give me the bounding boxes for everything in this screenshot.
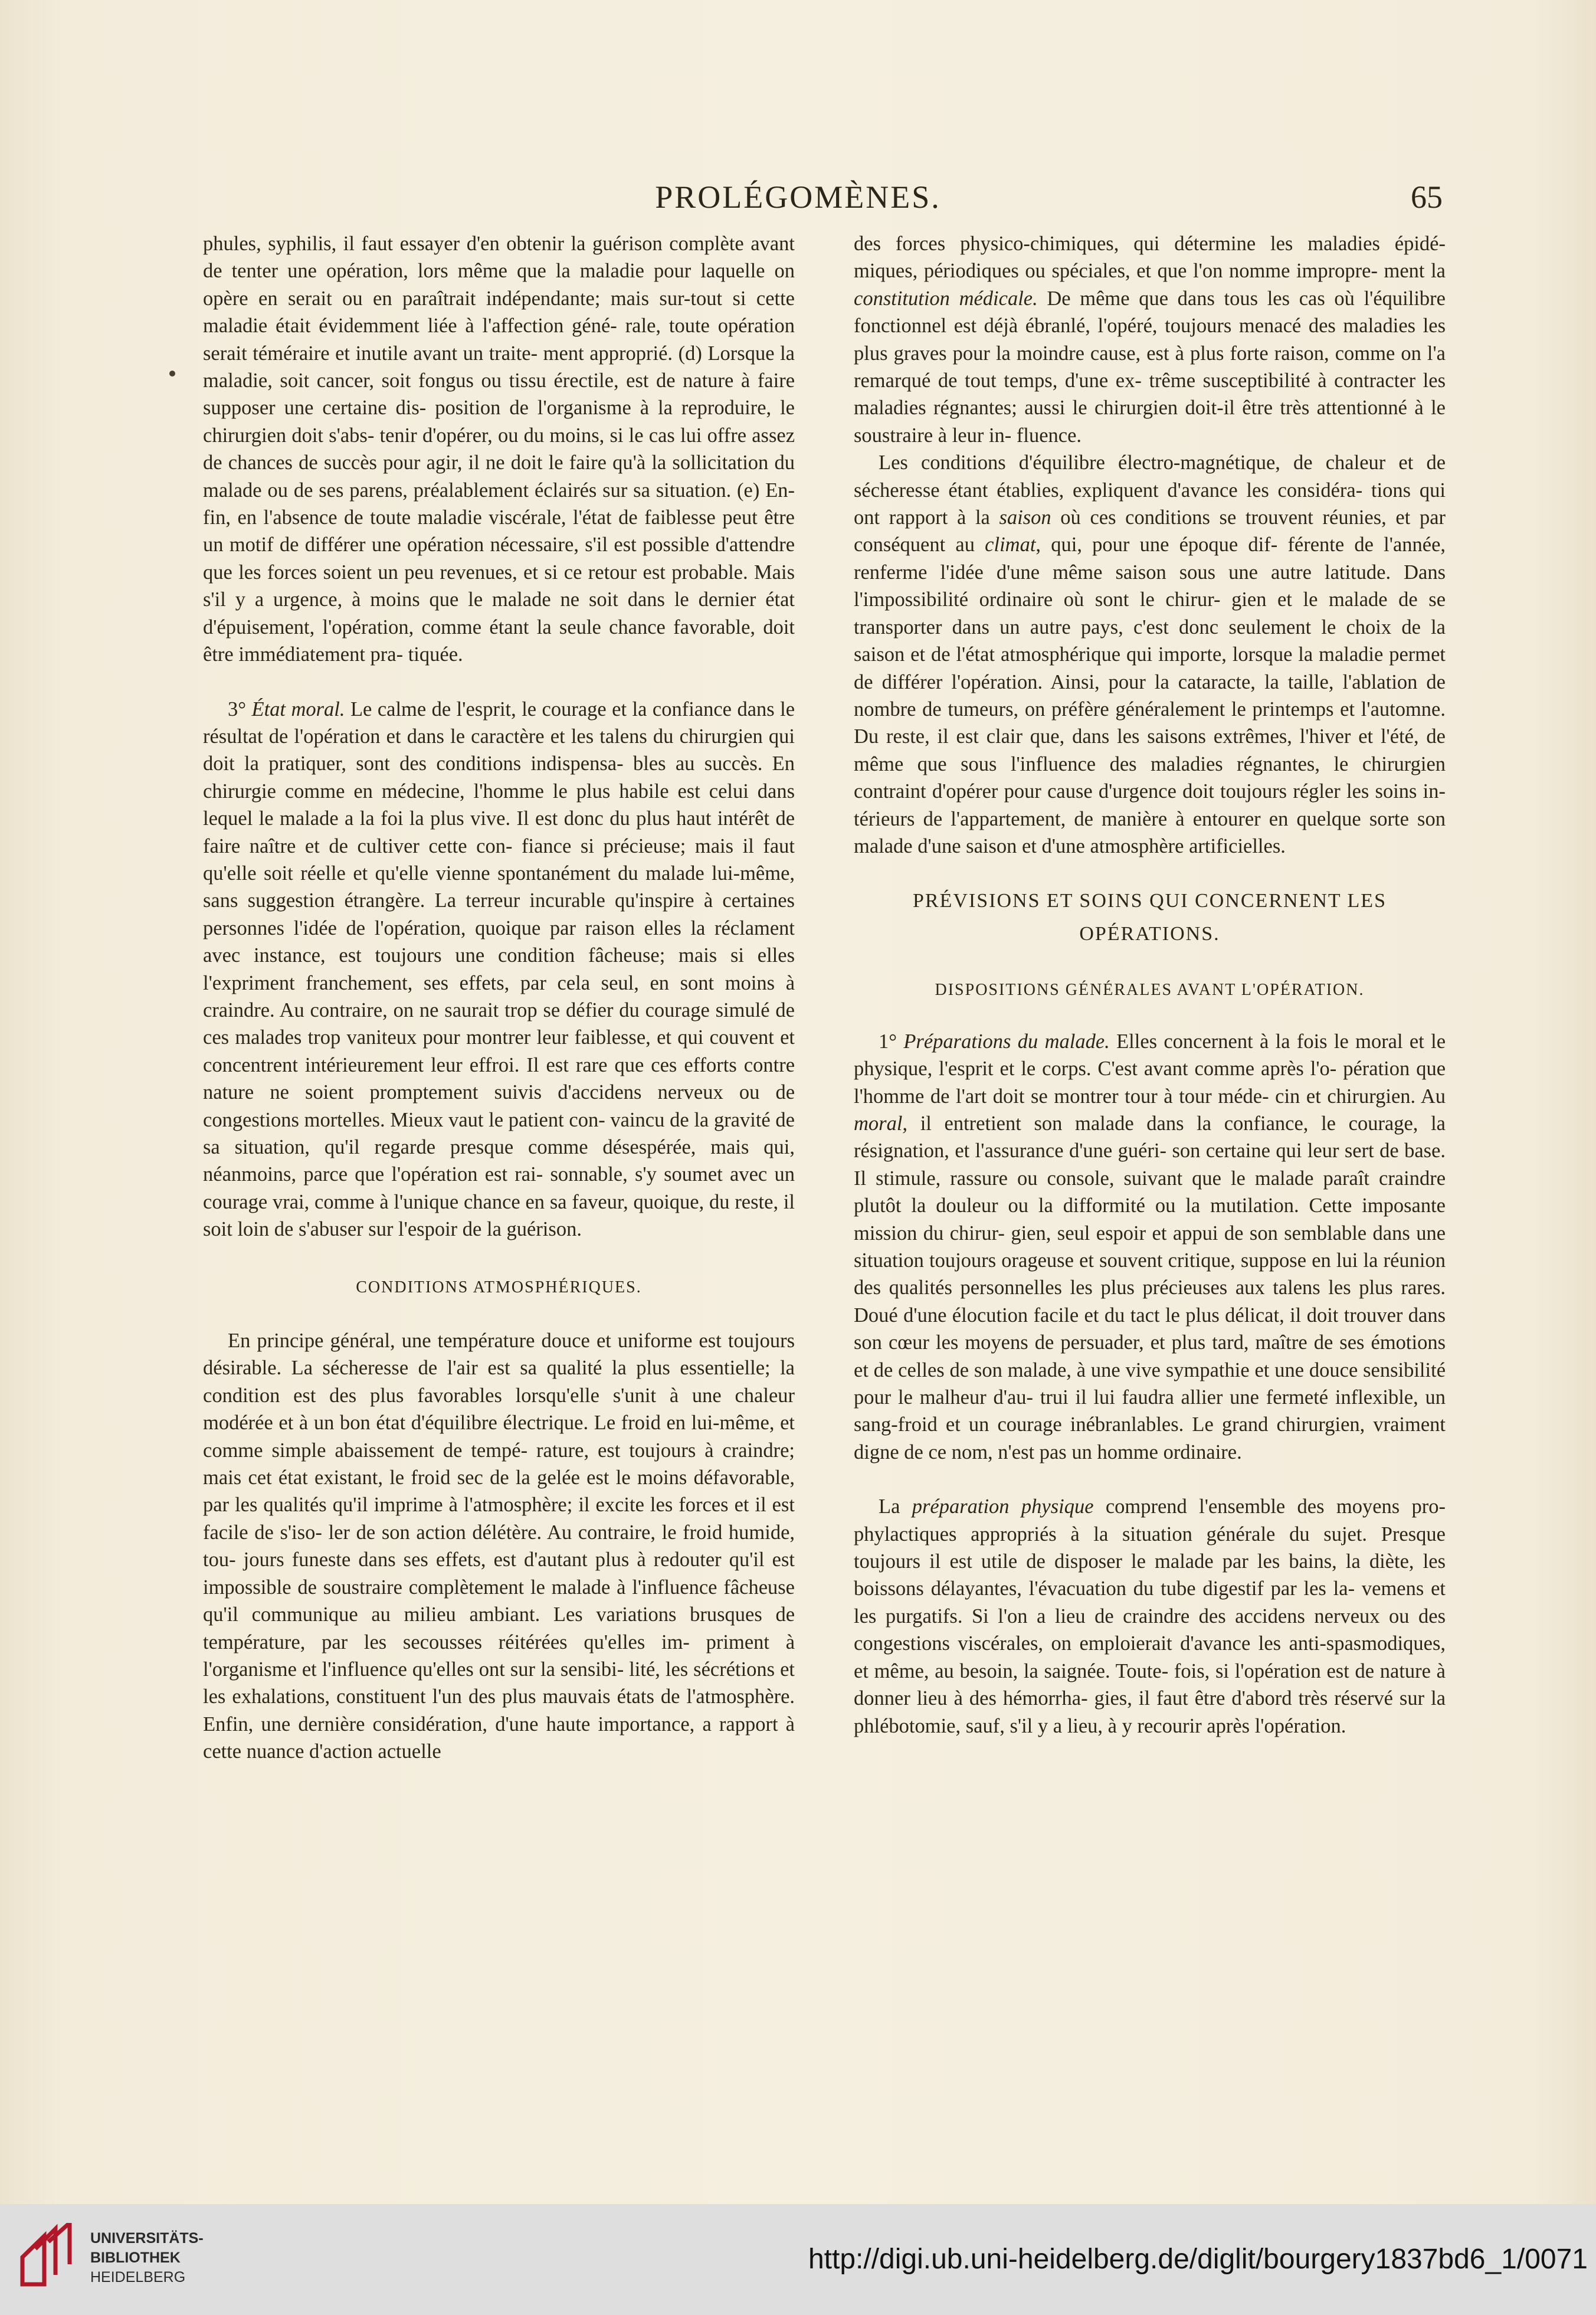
page-number: 65	[1411, 179, 1443, 215]
paragraph-physique: La préparation physique comprend l'ensemble des moyens pro- phylactiques appropriés à la situation générale du sujet. Presque toujours il est utile de disposer le malade par les bains, la diète, les boissons délayantes, l'évacuation du tube digestif par les la- vemens et les purgatifs. Si l'on a lieu de craindre des accidens nerveux ou des congestions viscérales, on emploierait d'avance les anti-spasmodiques, et même, au besoin, la saignée. Toute- fois, si l'opération est de nature à donner lieu à des hémorrha- gies, il faut être d'abord très réservé sur la phlébotomie, sauf, s'il y a lieu, à y recourir après l'opération.	[854, 1495, 1446, 1737]
page-header	[0, 174, 1596, 221]
paragraph-etat-moral: 3° État moral. Le calme de l'esprit, le courage et la confiance dans le résultat de l'opération et dans le caractère et les talens du chirurgien qui doit la pratiquer, sont des conditions indispensa- bles au succès. En chirurgie comme en médecine, l'homme le plus habile est celui dans lequel le malade a la foi la plus vive. Il est donc du plus haut intérêt de faire naître et de cultiver cette con- fiance si précieuse; mais il faut qu'elle soit réelle et qu'elle vienne spontanément du malade lui-même, sans suggestion étrangère. La terreur incurable qu'inspire à certaines personnes l'idée de l'opération, quoique par raison elles la réclament avec instance, est toujours une condition fâcheuse; mais si elles l'expriment franchement, ses effets, par cela seul, en sont moins à craindre. Au contraire, on ne saurait trop se défier du courage simulé de ces malades trop vaniteux pour montrer leur faiblesse, et qui couvent et concentrent intérieurement leur effroi. Il est rare que ces efforts contre nature ne soient promptement suivis d'accidens nerveux ou de congestions mortelles. Mieux vaut le patient con- vaincu de la gravité de sa situation, qu'il regarde presque comme désespérée, mais qui, néanmoins, parce que l'opération est rai- sonnable, s'y soumet avec un courage vrai, comme à l'unique chance en sa faveur, quoique, du reste, il soit loin de s'abuser sur l'espoir de la guérison.	[203, 698, 795, 1241]
library-name: UNIVERSITÄTS- BIBLIOTHEK HEIDELBERG	[90, 2230, 204, 2285]
section-term: État moral.	[251, 698, 345, 721]
section-term: Préparations du malade.	[903, 1030, 1110, 1053]
margin-speck	[169, 371, 175, 376]
section-heading: DISPOSITIONS GÉNÉRALES AVANT L'OPÉRATION.	[935, 981, 1365, 1000]
running-title: PROLÉGOMÈNES.	[655, 179, 941, 215]
permalink-url[interactable]: http://digi.ub.uni-heidelberg.de/diglit/bourgery1837bd6_1/0071	[808, 2244, 1588, 2275]
library-footer	[0, 2204, 1596, 2315]
right-column	[854, 230, 1446, 1740]
paragraph-preparations: 1° Préparations du malade. Elles concernent à la fois le moral et le physique, l'esprit et le corps. C'est avant comme après l'o- pération que l'homme de l'art doit se montrer tour à tour méde- cin et chirurgien. Au moral, il entretient son malade dans la confiance, le courage, la résignation, et l'assurance d'une guéri- son certaine qui leur sert de base. Il stimule, rassure ou console, suivant que le malade paraît craindre plutôt la douleur ou la difformité ou la mutilation. Cette imposante mission du chirur- gien, seul espoir et appui de son semblable dans une situation toujours orageuse et souvent critique, suppose en lui la réunion des qualités personnelles les plus précieuses aux talens les plus rares. Doué d'une élocution facile et du tact le plus délicat, il doit trouver dans son cœur les moyens de persuader, et plus tard, maître de ses émotions et de celles de son malade, à une vive sympathie et une douce sensibilité pour le malheur d'au- trui il lui faudra allier une fermeté inflexible, un sang-froid et un courage inébranlables. Le grand chirurgien, vraiment digne de ce nom, n'est pas un homme ordinaire.	[854, 1030, 1446, 1463]
paragraph-atmospheric: En principe général, une température douce et uniforme est toujours désirable. La sécheresse de l'air est sa qualité la plus essentielle; la condition est des plus favorables lorsqu'elle s'unit à une chaleur modérée et à un bon état d'équilibre électrique. Le froid en lui-même, et comme simple abaissement de tempé- rature, est toujours à craindre; mais cet état existant, le froid sec de la gelée est le moins défavorable, par les qualités qu'il imprime à l'atmosphère; il excite les forces et il est facile de s'iso- ler de son action délétère. Au contraire, le froid humide, tou- jours funeste dans ses effets, est d'autant plus à redouter qu'il est impossible de soustraire complètement le malade à l'influence fâcheuse qu'il communique au milieu ambiant. Les variations brusques de température, par les secousses réitérées qu'elles im- priment à l'organisme et l'influence qu'elles ont sur la sensibi- lité, les sécrétions et les exhalations, constituent l'un des plus mauvais états de l'atmosphère. Enfin, une dernière considération, d'une haute importance, a rapport à cette nuance d'action actuelle	[203, 1330, 795, 1763]
paragraph: des forces physico-chimiques, qui détermine les maladies épidé- miques, périodiques ou spéciales, et que l'on nomme impropre- ment la constitution médicale. De même que dans tous les cas où l'équilibre fonctionnel est déjà ébranlé, l'opéré, toujours menacé des maladies les plus graves pour la moindre cause, est à plus forte raison, comme on l'a remarqué de tout temps, d'une ex- trême susceptibilité à contracter les maladies régnantes; aussi le chirurgien doit-il être très attentionné à le soustraire à leur in- fluence.	[854, 233, 1446, 447]
paragraph: phules, syphilis, il faut essayer d'en obtenir la guérison complète avant de tenter une opération, lors même que la maladie pour laquelle on opère en serait ou en paraîtrait indépendante; mais sur-tout si cette maladie était évidemment liée à l'affection géné- rale, toute opération serait téméraire et inutile avant un traite- ment approprié. (d) Lorsque la maladie, soit cancer, soit fongus ou tissu érectile, est de nature à faire supposer une certaine dis- position de l'organisme à la reproduire, le chirurgien doit s'abs- tenir d'opérer, ou du moins, si le cas lui offre assez de chances de succès pour agir, il ne doit le faire qu'à la sollicitation du malade ou de ses parens, préalablement éclairés sur sa situation. (e) En- fin, en l'absence de toute maladie viscérale, l'état de faiblesse peut être un motif de différer une opération nécessaire, s'il est possible d'attendre que les forces soient un peu revenues, et si ce retour est probable. Mais s'il y a urgence, à moins que le malade ne soit dans le dernier état d'épuisement, l'opération, comme étant la seule chance favorable, doit être immédiatement pra- tiquée.	[203, 233, 795, 666]
chapter-heading: PRÉVISIONS ET SOINS QUI CONCERNENT LES OPÉRATIONS.	[913, 890, 1387, 945]
section-heading: CONDITIONS ATMOSPHÉRIQUES.	[356, 1278, 642, 1296]
paragraph: Les conditions d'équilibre électro-magnétique, de chaleur et de sécheresse étant établies, expliquent d'avance les considéra- tions qui ont rapport à la saison où ces conditions se trouvent réunies, et par conséquent au climat, qui, pour une époque dif- férente de l'année, renferme l'idée d'une même saison sous une autre latitude. Dans l'impossibilité ordinaire où sont le chirur- gien et le malade de se transporter dans un autre pays, c'est donc seulement le choix de la saison et de l'état atmosphérique qui importe, lorsque la maladie permet de différer l'opération. Ainsi, pour la cataracte, la taille, l'ablation de nombre de tumeurs, on préfère généralement le printemps et l'automne. Du reste, il est clair que, dans les saisons extrêmes, l'hiver et l'été, de même que sous l'influence des maladies régnantes, le chirurgien contraint d'opérer pour cause d'urgence doit toujours régler les soins in- térieurs de l'appartement, de manière à entourer en quelque sorte son malade d'une saison et d'une atmosphère artificielles.	[854, 451, 1446, 857]
left-column	[203, 230, 795, 1766]
university-library-logo-icon	[18, 2223, 77, 2294]
